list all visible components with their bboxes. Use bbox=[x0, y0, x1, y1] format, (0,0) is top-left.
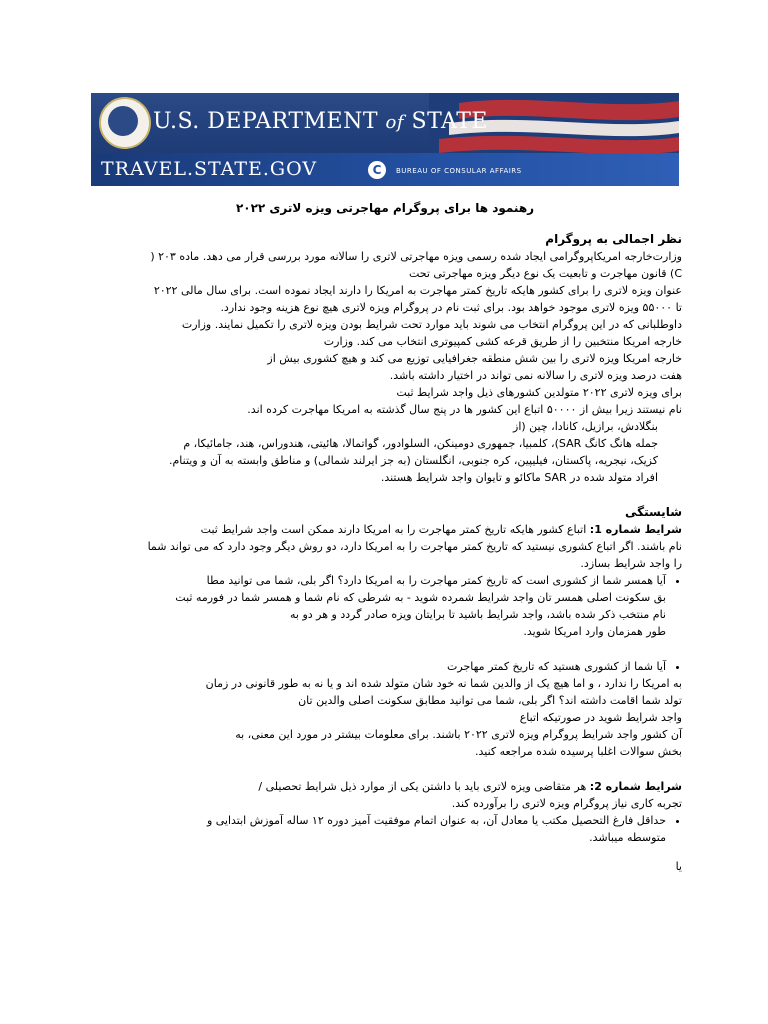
condition1-line: نام باشند. اگر اتباع کشوری نیستید که تاریخ کمتر مهاجرت را به امریکا دارد، دو روش دیگر وجود دارد که می تواند شما bbox=[147, 540, 682, 553]
excluded-line: جمله هانگ کانگ SAR)، کلمبیا، جمهوری دومینکن، السلوادور، گواتمالا، هائیتی، هندوراس، هند، جامائیکا، م bbox=[183, 437, 658, 450]
excluded-countries bbox=[88, 418, 682, 486]
or-text: یا bbox=[675, 860, 682, 873]
excluded-line: افراد متولد شده در SAR ماکائو و تایوان واجد شرایط هستند. bbox=[380, 471, 658, 484]
list-item: • آیا شما از کشوری هستید که تاریخ کمتر مهاجرت bbox=[88, 658, 666, 675]
consular-c-icon: C bbox=[368, 161, 386, 179]
document-title: رهنمود ها برای پروگرام مهاجرتی ویزه لاتری ۲۰۲۲ bbox=[235, 201, 535, 215]
overview-line: داوطلبانی که در این پروگرام انتخاب می شوند باید موارد تحت شرایط بودن ویزه لاتری را تکمیل نمایند. وزارت bbox=[181, 318, 682, 331]
bullet2-line: بخش سوالات اغلبا پرسیده شده مراجعه کنید. bbox=[475, 745, 682, 758]
bullet2-line: واجد شرایط شوید در صورتیکه اتباع bbox=[519, 711, 682, 724]
overview-line: C) قانون مهاجرت و تابعیت یک نوع دیگر ویزه مهاجرتی تحت bbox=[408, 267, 682, 280]
condition1-label: شرایط شماره 1: bbox=[589, 523, 682, 536]
condition2-bullets bbox=[88, 812, 682, 846]
department-name: U.S. DEPARTMENT of STATE bbox=[153, 109, 488, 134]
condition1-line: را واجد شرایط بسازد. bbox=[580, 557, 682, 570]
condition1-bullets-2 bbox=[88, 658, 682, 675]
banner-bottom-bar bbox=[91, 153, 679, 186]
bullet2-line: تولد شما اقامت داشته اند؟ اگر بلی، شما می توانید مطابق سکونت اصلی والدین تان bbox=[298, 694, 682, 707]
condition1: شرایط شماره 1: اتباع کشور هایکه تاریخ کمتر مهاجرت را به امریکا دارند ممکن است واجد شرایط ثبت bbox=[200, 523, 682, 536]
condition2-line: تجربه کاری نیاز پروگرام ویزه لاتری را برآورده کند. bbox=[451, 797, 682, 810]
overview-line: تا ۵۵۰۰۰ ویزه لاتری موجود خواهد بود. برای ثبت نام در پروگرام ویزه لاتری هیچ نوع هزینه وجود ندارد. bbox=[220, 301, 682, 314]
bureau-of-consular-affairs: BUREAU OF CONSULAR AFFAIRS bbox=[396, 167, 522, 175]
document-body bbox=[88, 200, 682, 875]
overview-line: عنوان ویزه لاتری را برای کشور هایکه تاریخ کمتر مهاجرت به امریکا را دارند ایجاد نموده است. برای سال مالی ۲۰۲۲ bbox=[153, 284, 682, 297]
excluded-line: کزیک، نیجریه، پاکستان، فیلیپین، کره جنوبی، انگلستان (به جز ایرلند شمالی) و مناطق وابسته به آن و ویتنام. bbox=[168, 454, 658, 467]
condition2-label: شرایط شماره 2: bbox=[589, 780, 682, 793]
overview-line: برای ویزه لاتری ۲۰۲۲ متولدین کشورهای ذیل واجد شرایط ثبت bbox=[396, 386, 682, 399]
state-seal-icon bbox=[99, 97, 151, 149]
bullet2-line: به امریکا را ندارد ، و اما هیچ یک از والدین شما نه خود شان متولد شده اند و یا نه به طور قانونی در زمان bbox=[205, 677, 682, 690]
overview-line: نام نیستند زیرا بیش از ۵۰۰۰۰ اتباع این کشور ها در پنج سال گذشته به امریکا مهاجرت کرده اند. bbox=[247, 403, 682, 416]
bullet2-line: آن کشور واجد شرایط پروگرام ویزه لاتری ۲۰۲۲ باشند. برای معلومات بیشتر در مورد این معنی، به bbox=[235, 728, 682, 741]
travel-state-gov-logo[interactable]: TRAVEL.STATE.GOV bbox=[101, 158, 318, 180]
condition1-bullets bbox=[88, 572, 682, 640]
eligibility-heading: شایستگی bbox=[624, 505, 682, 519]
list-item: • حداقل فارغ التحصیل مکتب یا معادل آن، به عنوان اتمام موفقیت آمیز دوره ۱۲ ساله آموزش ابتدایی و متوسطه میباشد. bbox=[88, 812, 666, 846]
condition2: شرایط شماره 2: هر متقاضی ویزه لاتری باید با داشتن یکی از موارد ذیل شرایط تحصیلی / bbox=[258, 780, 682, 793]
list-item: • آیا همسر شما از کشوری است که تاریخ کمتر مهاجرت را به امریکا دارد؟ اگر بلی، شما می توانید مطا بق سکونت اصلی همسر تان واجد شرایط شمرده شوید - به شرطی که نام شما و همسر شما در فورمه ثبت نام منتخب ذکر شده باشد، واجد شرایط باشید تا برایتان ویزه صادر گردد و هر دو به طور همزمان وارد امریکا شوید. bbox=[88, 572, 666, 640]
overview-line: خارجه امریکا منتخبین را از طریق قرعه کشی کمپیوتری انتخاب می کند. وزارت bbox=[323, 335, 682, 348]
excluded-line: بنگلادش، برازیل، کانادا، چین (از bbox=[513, 420, 658, 433]
overview-heading: نظر اجمالی به پروگرام bbox=[545, 232, 682, 246]
state-department-banner bbox=[91, 93, 679, 186]
overview-line: وزارت‌خارجه امریکا‌پروگرامی ایجاد شده رسمی ویزه مهاجرتی لاتری را سالانه مورد بررسی قرار می دهد. ماده ۲۰۳ ( bbox=[150, 250, 682, 263]
overview-line: هفت درصد ویزه لاتری را سالانه نمی تواند در اختیار داشته باشد. bbox=[389, 369, 682, 382]
overview-line: خارجه امریکا ویزه لاتری را بین شش منطقه جغرافیایی توزیع می کند و هیچ کشوری بیش از bbox=[267, 352, 682, 365]
